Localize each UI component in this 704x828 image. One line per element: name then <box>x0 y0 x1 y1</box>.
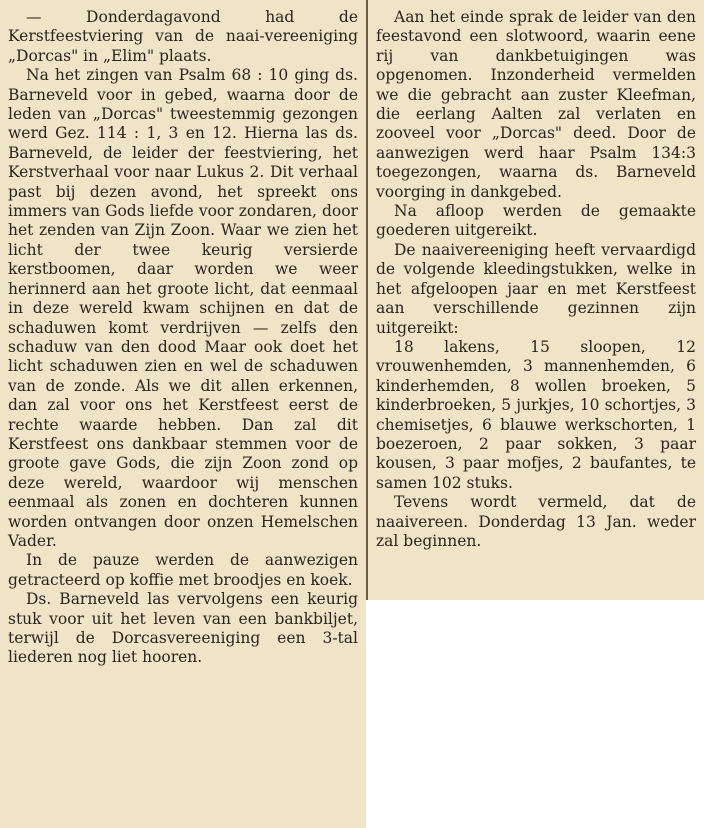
paragraph-item-list: 18 lakens, 15 sloopen, 12 vrouwenhemden, 3 mannenhemden, 6 kinderhemden, 8 wollen broeken, 5 kinderbroeken, 5 jurkjes, 10 schortjes, 3 chemisetjes, 6 blauwe werkschorten, 1 boezeroen, 2 paar sokken, 3 paar kousen, 3 paar mofjes, 2 baufantes, te samen 102 stuks. <box>376 337 696 492</box>
paragraph-distribution: Na afloop werden de gemaakte goederen uitgereikt. <box>376 202 696 240</box>
paragraph-next-meeting: Tevens wordt vermeld, dat de naaivereen. Donderdag 13 Jan. weder zal beginnen. <box>376 493 696 550</box>
paragraph-made-items-intro: De naaivereeniging heeft vervaardigd de volgende kleedingstukken, welke in het afgeloopen jaar en met Kerstfeest aan verschillende gezinnen zijn uitgereikt: <box>376 240 696 337</box>
paragraph-closing-word: Aan het einde sprak de leider van den feestavond een slotwoord, waarin eene rij van dankbetuigingen was opgenomen. Inzonderheid vermelden we die gebracht aan zuster Kleefman, die eerlang Aalten zal verlaten en zooveel voor „Dorcas" deed. Door de aanwezigen werd haar Psalm 134:3 toegezongen, waarna ds. Barneveld voorging in dankgebed. <box>376 8 696 201</box>
article-column-right <box>366 0 704 600</box>
paragraph-service: Na het zingen van Psalm 68 : 10 ging ds. Barneveld voor in gebed, waarna door de leden van „Dorcas" tweestemmig gezongen werd Gez. 114 : 1, 3 en 12. Hierna las ds. Barneveld, de leider der feestviering, het Kerstverhaal voor naar Lukus 2. Dit verhaal past bij dezen avond, het spreekt ons immers van Gods liefde voor zondaren, door het zenden van Zijn Zoon. Waar we zien het licht der twee keurig versierde kerstboomen, daar worden we weer herinnerd aan het groote licht, dat eenmaal in deze wereld kwam schijnen en dat de schaduwen komt verdrijven — zelfs den schaduw van den dood Maar ook doet het licht schaduwen zien en wel de schaduwen van de zonde. Als we dit allen erkennen, dan zal voor ons het Kerstfeest eerst de rechte waarde hebben. Dan zal dit Kerstfeest ons dankbaar stemmen voor de groote gave Gods, die zijn Zoon zond op deze wereld, waardoor wij menschen eenmaal als zonen en dochteren kunnen worden ontvangen door onzen Hemelschen Vader. <box>8 66 358 550</box>
paragraph-reading: Ds. Barneveld las vervolgens een keurig stuk voor uit het leven van een bankbiljet, terwijl de Dorcasvereeniging een 3-tal liederen nog liet hooren. <box>8 590 358 667</box>
paragraph-opening: — Donderdagavond had de Kerstfeestviering van de naai-vereeniging „Dorcas" in „Elim" plaats. <box>8 8 358 65</box>
paragraph-break: In de pauze werden de aanwezigen getracteerd op koffie met broodjes en koek. <box>8 551 358 589</box>
